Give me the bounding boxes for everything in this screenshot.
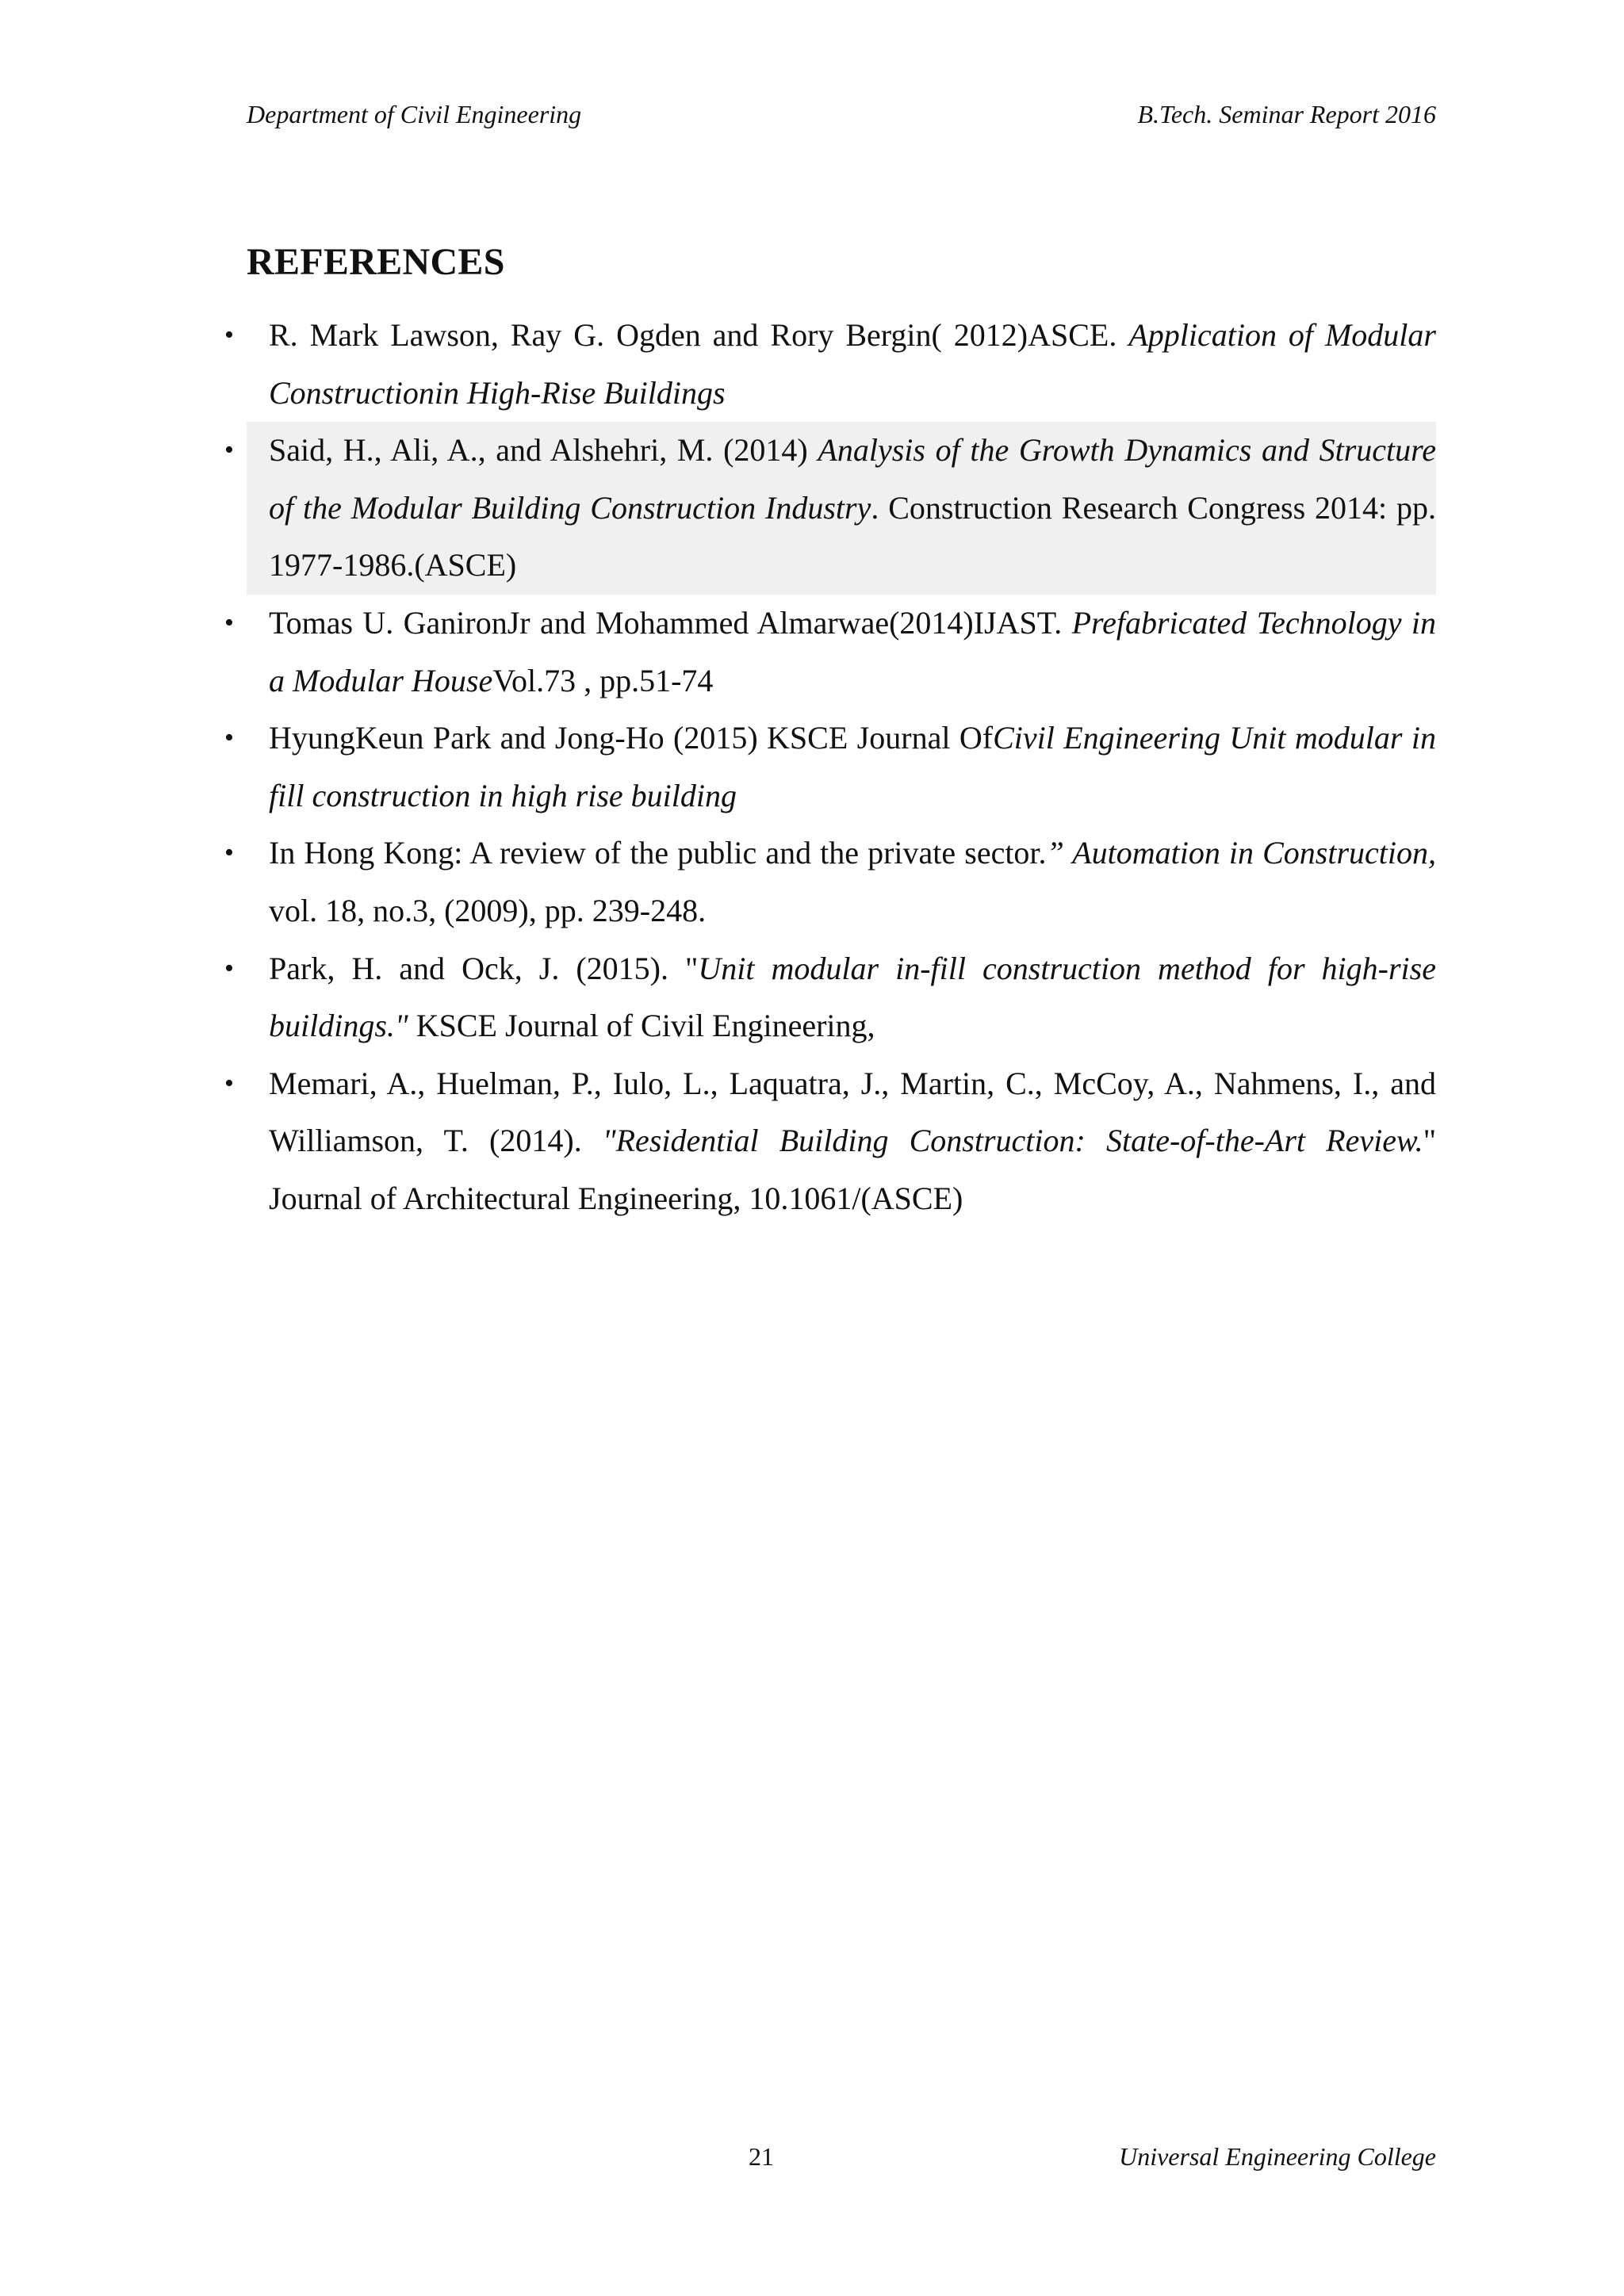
reference-item [224,1055,1436,1228]
reference-italic-run: Prefabricated Technology in a Modular House [269,604,1436,698]
references-heading: REFERENCES [247,241,505,283]
reference-run: " Journal of Architectural Engineering, 10.1061/(ASCE) [269,1123,1437,1216]
reference-text [247,595,1436,710]
reference-italic-run: Application of Modular Constructionin High-Rise Buildings [269,317,1436,411]
reference-italic-run: Unit modular in-fill construction method for high-rise buildings." [269,950,1436,1044]
reference-item [224,825,1436,939]
header-report-title: B.Tech. Seminar Report 2016 [1137,100,1436,128]
reference-italic-run: Civil Engineering Unit modular in fill construction in high rise building [269,720,1436,813]
reference-text [247,422,1436,595]
footer-college: Universal Engineering College [1119,2142,1436,2171]
reference-item [224,422,1436,595]
page-number: 21 [749,2142,774,2171]
bullet-icon: • [224,953,234,983]
bullet-icon: • [224,723,234,753]
header-department: Department of Civil Engineering [247,100,582,128]
reference-run: In Hong Kong: A review of the public and the private sector. [269,835,1047,871]
reference-text [247,825,1436,939]
references-list [224,307,1437,1228]
reference-run: Memari, A., Huelman, P., Iulo, L., Laquatra, J., Martin, C., McCoy, A., Nahmens, I., and Williamson, T. (2014). [269,1065,1436,1159]
reference-run: HyungKeun Park and Jong-Ho (2015) KSCE Journal Of [269,720,994,756]
reference-run: R. Mark Lawson, Ray G. Ogden and Rory Bergin( 2012)ASCE. [269,317,1129,353]
reference-run: Tomas U. GanironJr and Mohammed Almarwae(2014)IJAST. [269,604,1072,641]
reference-item [224,307,1436,422]
bullet-icon: • [224,435,234,465]
reference-run: . Construction Research Congress 2014: pp. 1977-1986.(ASCE) [269,489,1436,584]
reference-text [247,710,1436,825]
bullet-icon: • [224,607,234,637]
reference-run: Said, H., Ali, A., and Alshehri, M. (2014) [269,432,818,469]
reference-text [247,307,1436,422]
bullet-icon: • [224,320,234,350]
reference-text [247,940,1436,1055]
reference-item [224,710,1436,825]
reference-italic-run: Analysis of the Growth Dynamics and Structure of the Modular Building Construction Industry [269,432,1436,526]
reference-text [247,1055,1436,1228]
reference-run: Park, H. and Ock, J. (2015). " [269,950,699,986]
reference-run: Vol.73 , pp.51-74 [492,662,714,698]
bullet-icon: • [224,1068,234,1098]
reference-item [224,940,1436,1055]
bullet-icon: • [224,838,234,868]
reference-italic-run: "Residential Building Construction: State-of-the-Art Review. [602,1123,1423,1159]
reference-run: vol. 18, no.3, (2009), pp. 239-248. [269,892,707,928]
reference-italic-run: ” Automation in Construction, [1046,835,1437,871]
reference-item [224,595,1436,710]
reference-run: KSCE Journal of Civil Engineering, [408,1008,875,1044]
